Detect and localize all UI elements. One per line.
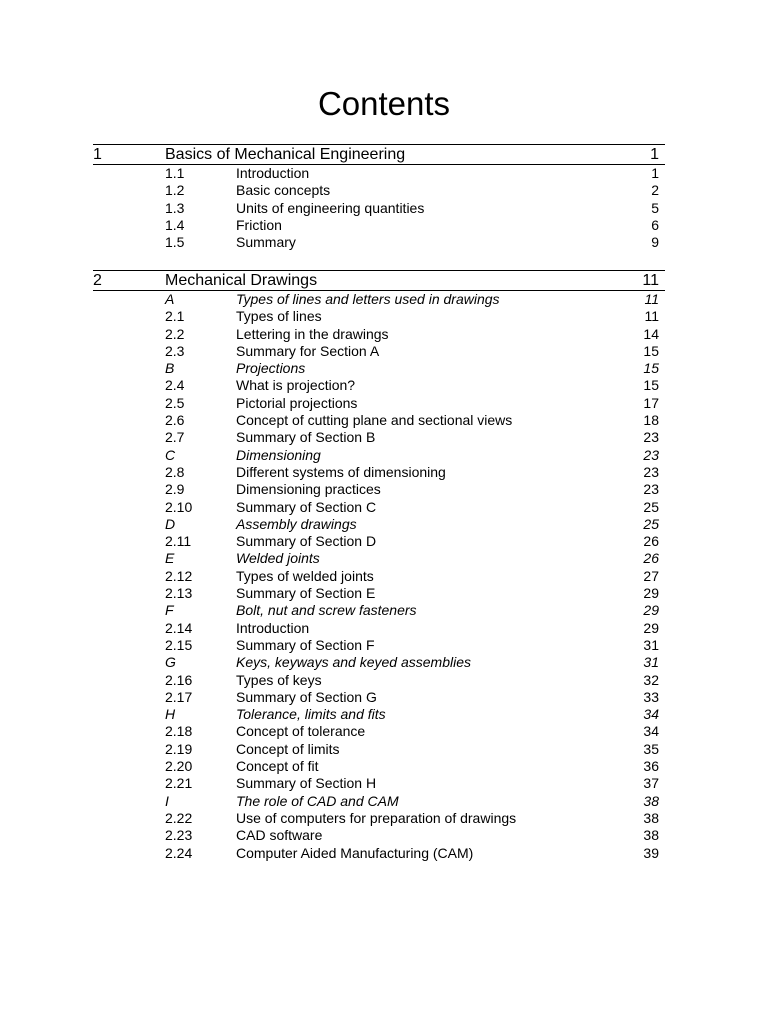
- entry-page: 34: [643, 723, 659, 740]
- entry-title: Summary of Section C: [236, 498, 377, 515]
- entry-page: 23: [643, 429, 659, 446]
- entry-number: A: [165, 291, 175, 307]
- entry-title: Friction: [236, 216, 282, 233]
- entry-page: 29: [643, 619, 659, 636]
- entry-page: 14: [643, 325, 659, 342]
- entry-page: 29: [643, 602, 659, 619]
- entry-number: 2.13: [165, 585, 193, 602]
- entry-title: Summary of Section G: [236, 688, 377, 705]
- entry-number: 2.14: [165, 619, 193, 636]
- entry-number: 2.2: [165, 325, 185, 342]
- entry-number: H: [165, 706, 176, 723]
- entry-number: 2.1: [165, 308, 185, 325]
- entry-page: 11: [644, 308, 659, 325]
- entry-row: [93, 845, 665, 862]
- entry-page: 6: [651, 216, 659, 233]
- chapter-number: 1: [93, 146, 102, 163]
- entry-title: Bolt, nut and screw fasteners: [236, 602, 417, 619]
- chapter-1: [93, 144, 665, 251]
- entry-row: [93, 637, 665, 654]
- entry-page: 26: [643, 533, 659, 550]
- entry-number: 2.10: [165, 498, 193, 515]
- entry-page: 15: [643, 342, 659, 359]
- entry-row: [93, 672, 665, 689]
- chapter-title: Mechanical Drawings: [165, 272, 318, 289]
- entry-row: [93, 499, 665, 516]
- entry-title: Types of welded joints: [236, 567, 374, 584]
- entry-number: 2.12: [165, 567, 193, 584]
- entry-page: 9: [651, 234, 659, 251]
- chapter-number: 2: [93, 272, 102, 289]
- entry-row: [93, 464, 665, 481]
- entry-row: [93, 585, 665, 602]
- entry-row: [93, 758, 665, 775]
- entry-number: 2.6: [165, 412, 185, 429]
- entry-title: Introduction: [236, 619, 310, 636]
- entry-number: 2.24: [165, 844, 193, 861]
- entry-title: Summary of Section H: [236, 775, 377, 792]
- entry-number: I: [165, 792, 169, 809]
- entry-title: Types of lines: [236, 308, 322, 325]
- entry-number: 2.8: [165, 463, 185, 480]
- entry-title: CAD software: [236, 827, 323, 844]
- entry-page: 31: [643, 636, 659, 653]
- chapter-title: Basics of Mechanical Engineering: [165, 146, 406, 163]
- chapter-2: [93, 270, 665, 862]
- entry-title: Summary of Section D: [236, 533, 377, 550]
- entry-page: 15: [643, 360, 659, 377]
- entry-page: 17: [643, 394, 659, 411]
- entry-number: 2.15: [165, 636, 193, 653]
- entry-row: [93, 412, 665, 429]
- entry-row: [93, 827, 665, 844]
- entry-number: 1.5: [165, 234, 185, 251]
- entry-number: 2.19: [165, 740, 193, 757]
- entry-page: 34: [643, 706, 659, 723]
- entry-page: 36: [643, 758, 659, 775]
- entry-page: 18: [643, 412, 659, 429]
- entry-number: 1.1: [165, 165, 185, 181]
- entry-row: [93, 377, 665, 394]
- entry-number: F: [165, 602, 174, 619]
- entry-number: 1.4: [165, 216, 185, 233]
- entry-page: 26: [643, 550, 659, 567]
- entry-page: 38: [643, 792, 659, 809]
- section-row: [93, 602, 665, 619]
- page-title: Contents: [317, 85, 451, 122]
- chapter-page: 1: [650, 146, 659, 163]
- entry-title: Types of lines and letters used in drawings: [236, 291, 500, 307]
- section-row: [93, 793, 665, 810]
- entry-row: [93, 689, 665, 706]
- entry-number: 1.2: [165, 182, 185, 199]
- entry-number: 2.7: [165, 429, 185, 446]
- entry-title: Computer Aided Manufacturing (CAM): [236, 844, 474, 861]
- entry-number: E: [165, 550, 175, 567]
- entry-page: 15: [643, 377, 659, 394]
- entry-title: Lettering in the drawings: [236, 325, 389, 342]
- chapter-heading: [93, 144, 665, 165]
- section-row: [93, 654, 665, 671]
- entry-number: 2.9: [165, 481, 185, 498]
- entry-row: [93, 620, 665, 637]
- entry-row: [93, 182, 665, 199]
- entry-page: 39: [643, 844, 659, 861]
- entry-title: Concept of limits: [236, 740, 340, 757]
- entry-title: What is projection?: [236, 377, 356, 394]
- entry-number: 2.5: [165, 394, 185, 411]
- entry-number: G: [165, 654, 176, 671]
- entry-number: 2.20: [165, 758, 193, 775]
- entry-page: 27: [643, 567, 659, 584]
- entry-title: Concept of fit: [236, 758, 319, 775]
- entry-title: Dimensioning practices: [236, 481, 381, 498]
- entry-number: 2.18: [165, 723, 193, 740]
- entry-row: [93, 481, 665, 498]
- entry-number: 2.21: [165, 775, 193, 792]
- entry-page: 31: [643, 654, 659, 671]
- entry-page: 5: [651, 199, 659, 216]
- entry-row: [93, 165, 665, 182]
- entry-page: 33: [643, 688, 659, 705]
- entry-title: Concept of cutting plane and sectional views: [236, 412, 513, 429]
- entry-title: Pictorial projections: [236, 394, 358, 411]
- chapter-page: 11: [642, 272, 659, 289]
- entry-title: Concept of tolerance: [236, 723, 366, 740]
- entry-title: Summary of Section E: [236, 585, 376, 602]
- entry-page: 23: [643, 481, 659, 498]
- section-row: [93, 291, 665, 308]
- entry-number: 2.3: [165, 342, 185, 359]
- entry-title: Tolerance, limits and fits: [236, 706, 386, 723]
- entry-page: 25: [643, 498, 659, 515]
- entry-row: [93, 308, 665, 325]
- entry-title: Use of computers for preparation of drawings: [236, 809, 517, 826]
- entry-row: [93, 568, 665, 585]
- entry-page: 29: [643, 585, 659, 602]
- section-row: [93, 550, 665, 567]
- entry-title: Types of keys: [236, 671, 322, 688]
- entry-title: Introduction: [236, 165, 310, 181]
- entry-title: Summary: [236, 234, 296, 251]
- entry-row: [93, 741, 665, 758]
- section-row: [93, 516, 665, 533]
- entry-number: C: [165, 446, 176, 463]
- entry-number: 2.4: [165, 377, 185, 394]
- chapter-heading: [93, 270, 665, 291]
- entry-title: Summary of Section B: [236, 429, 376, 446]
- entry-title: Keys, keyways and keyed assemblies: [236, 654, 471, 671]
- entry-row: [93, 723, 665, 740]
- entry-title: Summary for Section A: [236, 342, 380, 359]
- entry-page: 1: [651, 165, 659, 181]
- entry-row: [93, 395, 665, 412]
- entry-number: D: [165, 515, 176, 532]
- entry-title: Dimensioning: [236, 446, 321, 463]
- entry-number: 2.16: [165, 671, 193, 688]
- entry-row: [93, 234, 665, 251]
- entry-number: 2.11: [165, 533, 192, 550]
- entry-title: Welded joints: [236, 550, 320, 567]
- entry-page: 23: [643, 446, 659, 463]
- entry-row: [93, 200, 665, 217]
- entry-number: 2.17: [165, 688, 193, 705]
- entry-page: 37: [643, 775, 659, 792]
- entry-page: 11: [644, 291, 659, 307]
- entry-title: Summary of Section F: [236, 636, 375, 653]
- entry-page: 32: [643, 671, 659, 688]
- section-row: [93, 706, 665, 723]
- entry-page: 38: [643, 809, 659, 826]
- entry-page: 35: [643, 740, 659, 757]
- entry-row: [93, 810, 665, 827]
- entry-number: 2.23: [165, 827, 193, 844]
- entry-number: 1.3: [165, 199, 185, 216]
- entry-number: 2.22: [165, 809, 193, 826]
- entry-page: 25: [643, 515, 659, 532]
- entry-row: [93, 429, 665, 446]
- entry-number: B: [165, 360, 175, 377]
- section-row: [93, 360, 665, 377]
- entry-title: Different systems of dimensioning: [236, 463, 446, 480]
- entry-title: Projections: [236, 360, 306, 377]
- entry-row: [93, 326, 665, 343]
- entry-title: The role of CAD and CAM: [236, 792, 399, 809]
- entry-page: 2: [651, 182, 659, 199]
- entry-row: [93, 343, 665, 360]
- entry-title: Basic concepts: [236, 182, 331, 199]
- entry-row: [93, 775, 665, 792]
- entry-title: Units of engineering quantities: [236, 199, 425, 216]
- entry-page: 23: [643, 463, 659, 480]
- section-row: [93, 447, 665, 464]
- entry-row: [93, 533, 665, 550]
- entry-row: [93, 217, 665, 234]
- entry-page: 38: [643, 827, 659, 844]
- entry-title: Assembly drawings: [236, 515, 357, 532]
